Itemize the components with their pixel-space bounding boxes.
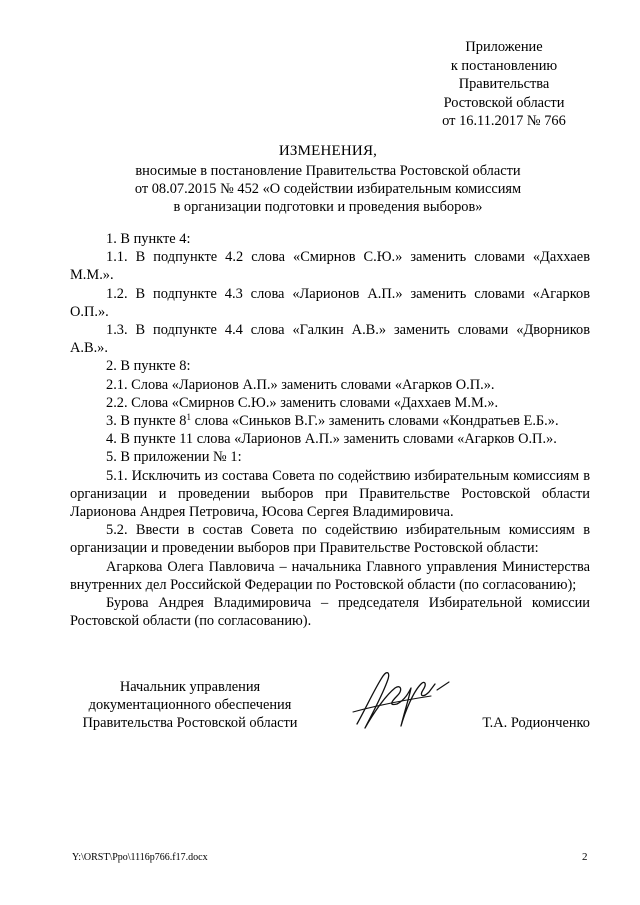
title-line: от 08.07.2015 № 452 «О содействии избирательным комиссиям <box>134 181 522 197</box>
item-1-3: 1.3. В подпункте 4.4 слова «Галкин А.В.» заменить словами «Дворников А.В.». <box>70 322 590 357</box>
appendix-line: от 16.11.2017 № 766 <box>442 113 566 130</box>
handwritten-signature <box>345 666 455 736</box>
item-1-2: 1.2. В подпункте 4.3 слова «Ларионов А.П.» заменить словами «Агарков О.П.». <box>70 285 590 320</box>
position-line: Правительства Ростовской области <box>82 715 298 732</box>
appendix-line: Ростовской области <box>443 94 565 111</box>
item-3-text-rest: слова «Синьков В.Г.» заменить словами «Кондратьев Е.Б.». <box>190 413 559 430</box>
item-2-2: 2.2. Слова «Смирнов С.Ю.» заменить словами «Даххаев М.М.». <box>106 394 499 411</box>
appendix-line: Приложение <box>465 39 543 55</box>
member-burov: Бурова Андрея Владимировича – председателя Избирательной комиссии Ростовской области (по согласованию). <box>70 595 590 630</box>
signatory-name: Т.А. Родионченко <box>482 715 590 731</box>
signature-block <box>70 678 590 748</box>
file-path: Y:\ORST\Ppo\1116p766.f17.docx <box>72 852 208 863</box>
appendix-line: к постановлению <box>450 57 558 74</box>
member-agarkov: Агаркова Олега Павловича – начальника Главного управления Министерства внутренних дел Российской Федерации по Ростовской области (по согласованию); <box>70 558 590 593</box>
position-line: документационного обеспечения <box>88 697 292 714</box>
appendix-line: Правительства <box>458 76 550 93</box>
item-5-2: 5.2. Ввести в состав Совета по содействию избирательным комиссиям в организации и проведении выборов при Правительстве Ростовской области: <box>70 522 590 557</box>
item-3 <box>70 412 590 430</box>
document-title <box>66 142 590 216</box>
title-line: вносимые в постановление Правительства Ростовской области <box>135 163 521 179</box>
page-number: 2 <box>582 851 588 863</box>
item-1: 1. В пункте 4: <box>106 231 191 247</box>
item-3-text: 3. В пункте 8 <box>106 413 187 430</box>
position-line: Начальник управления <box>119 679 261 695</box>
item-3-superscript: 1 <box>186 412 191 423</box>
item-2-1: 2.1. Слова «Ларионов А.П.» заменить словами «Агарков О.П.». <box>106 376 495 393</box>
item-1-1: 1.1. В подпункте 4.2 слова «Смирнов С.Ю.» заменить словами «Даххаев М.М.». <box>70 249 590 284</box>
appendix-header <box>420 38 588 131</box>
item-5: 5. В приложении № 1: <box>106 449 242 466</box>
item-5-1: 5.1. Исключить из состава Совета по содействию избирательным комиссиям в организации и проведении выборов при Правительстве Ростовской области Ларионова Андрея Петровича, Юсова Сергея Владимировича. <box>70 467 590 521</box>
title-heading: ИЗМЕНЕНИЯ, <box>278 143 378 159</box>
document-body <box>70 230 590 630</box>
item-4: 4. В пункте 11 слова «Ларионов А.П.» заменить словами «Агарков О.П.». <box>106 431 557 448</box>
item-2: 2. В пункте 8: <box>106 358 191 375</box>
signatory-position <box>70 678 310 733</box>
title-line: в организации подготовки и проведения выборов» <box>173 199 483 215</box>
